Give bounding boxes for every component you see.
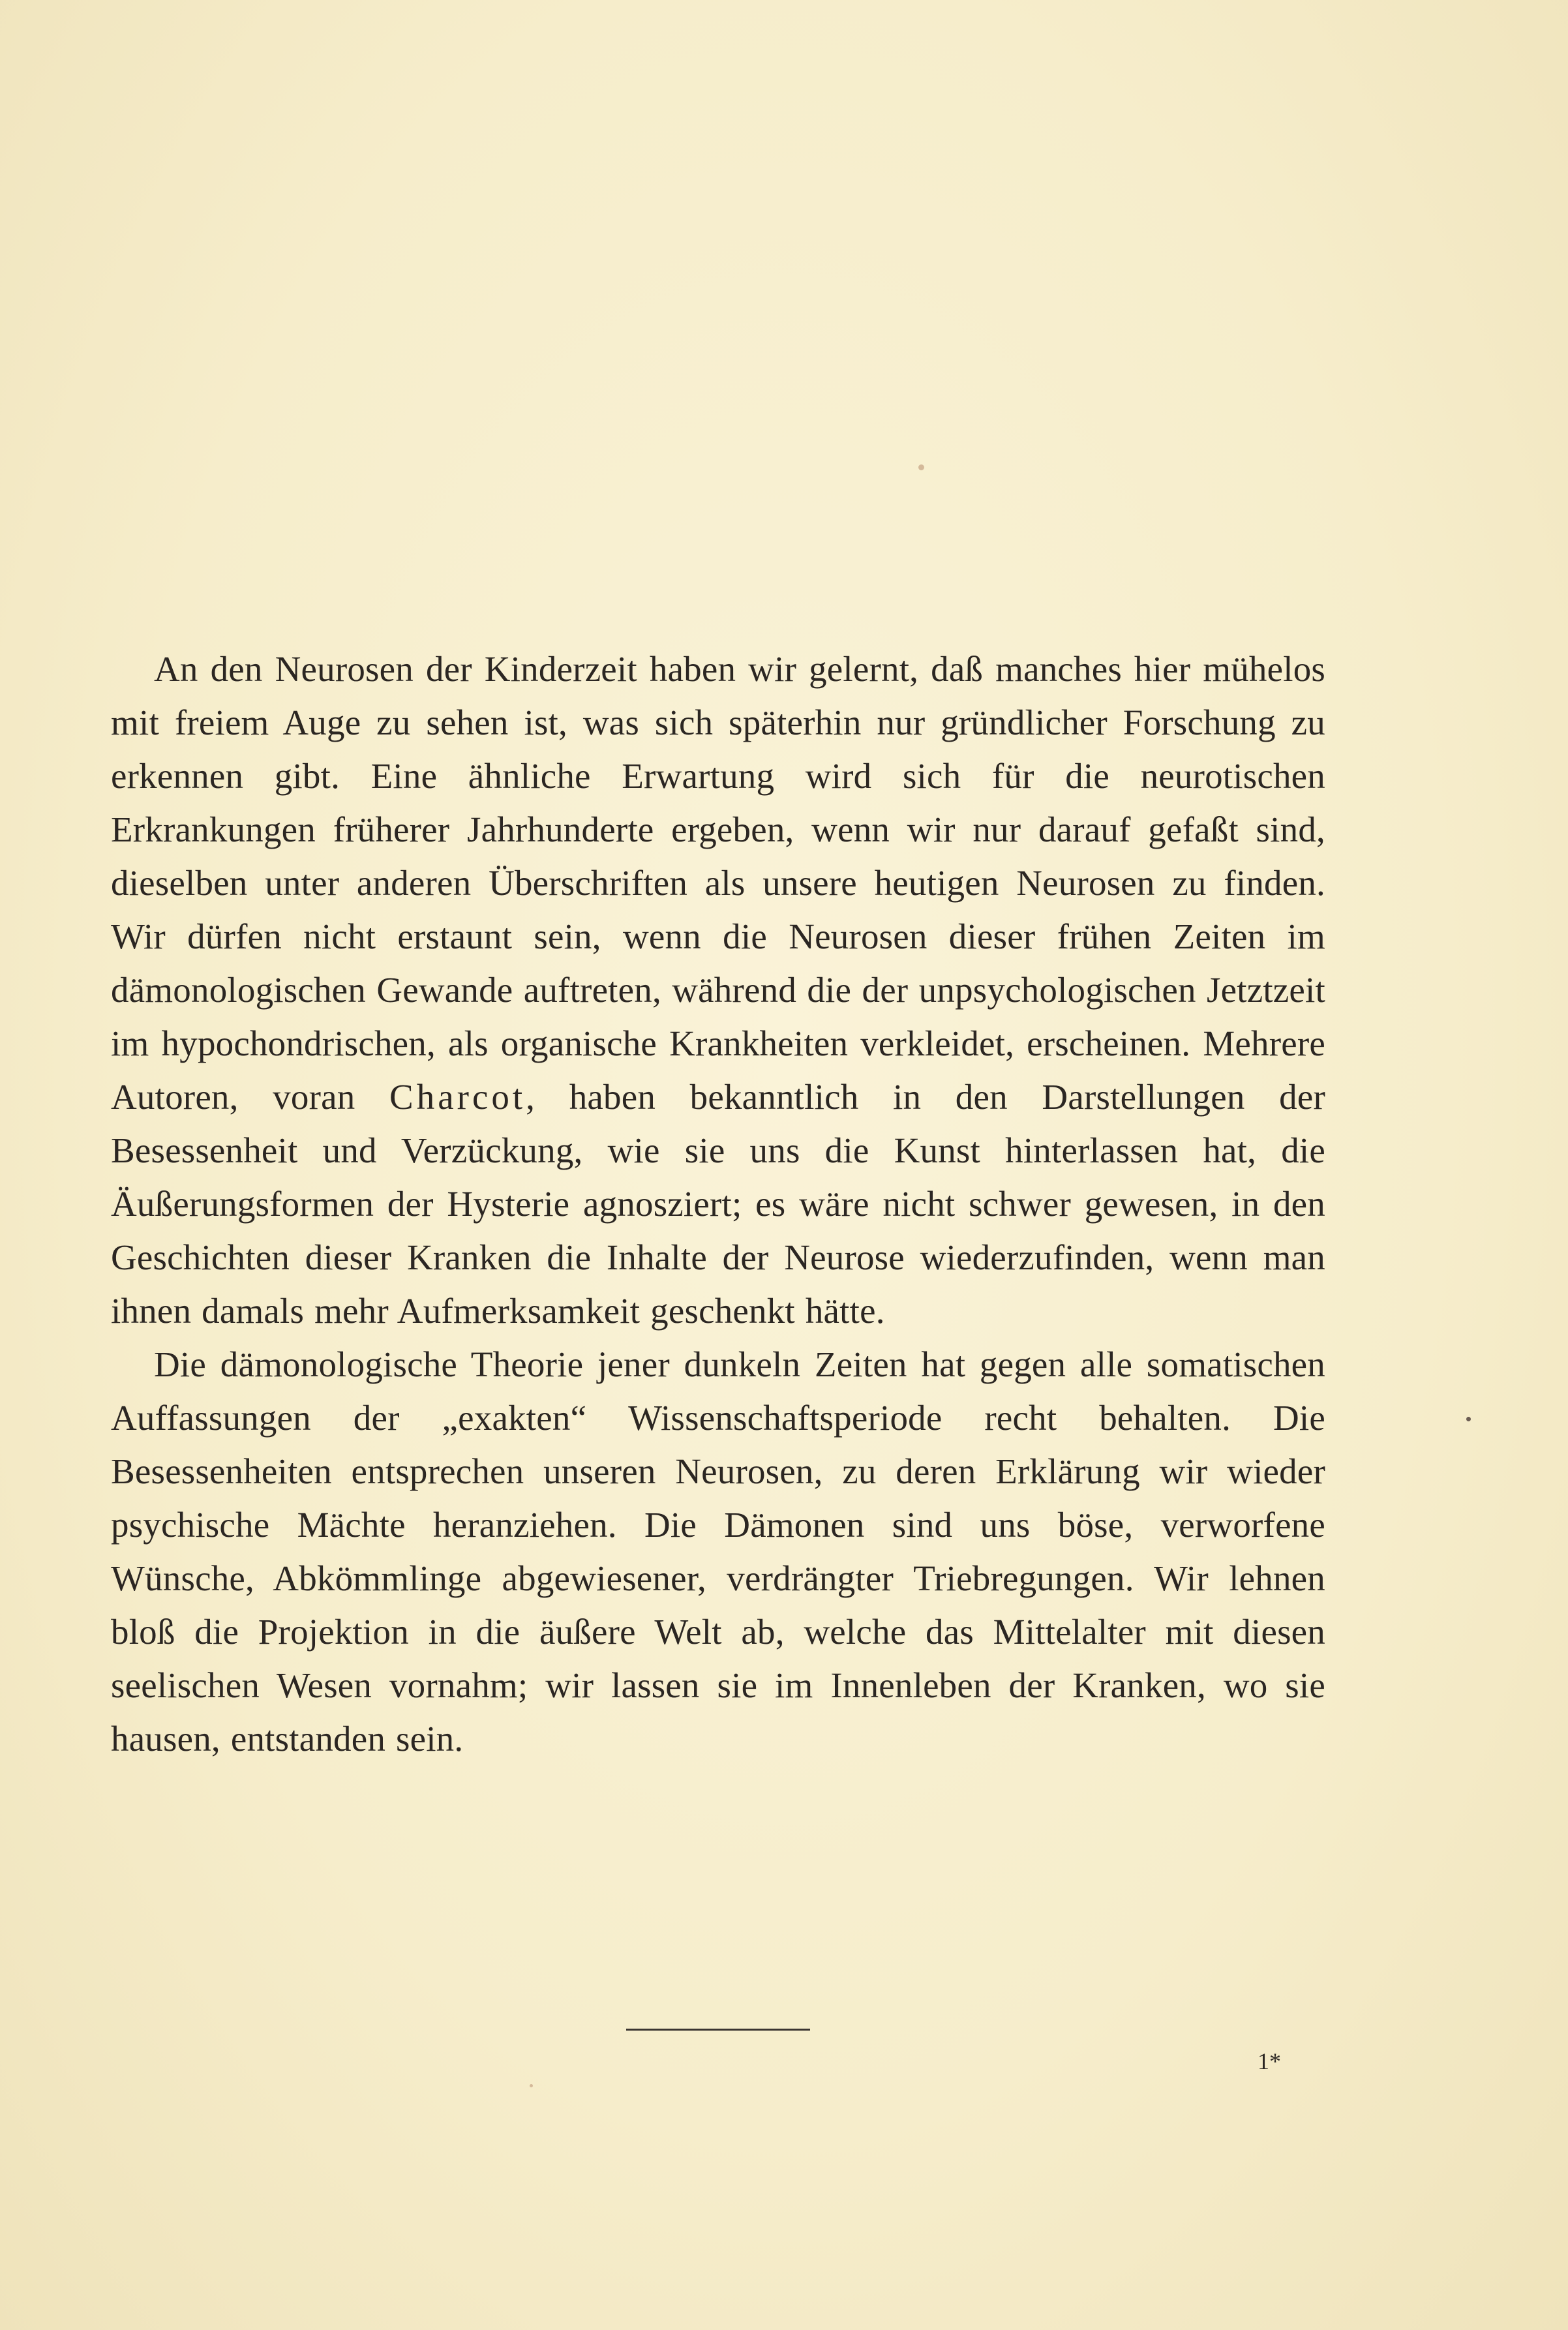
paragraph-1-after: , haben bekanntlich in den Darstellungen der Besessenheit und Verzückung, wie sie uns die Kunst hinterlassen hat, die Äußerungsformen der Hysterie agnosziert; es wäre nicht schwer gewesen, in den Geschichten dieser Kranken die Inhalte der Neurose wiederzufinden, wenn man ihnen damals mehr Aufmerksamkeit geschenkt hätte.: [111, 1077, 1325, 1331]
signature-mark: 1*: [1258, 2048, 1281, 2074]
paper-speck: [918, 464, 924, 470]
paragraph-1-before: An den Neurosen der Kinderzeit haben wir gelernt, daß manches hier mühelos mit freiem Auge zu sehen ist, was sich späterhin nur gründlicher Forschung zu erkennen gibt. Eine ähnliche Erwartung wird sich für die neurotischen Erkrankungen früherer Jahrhunderte ergeben, wenn wir nur darauf gefaßt sind, dieselben unter anderen Überschriften als unsere heutigen Neurosen zu finden. Wir dürfen nicht erstaunt sein, wenn die Neurosen dieser frühen Zeiten im dämonologischen Gewande auftreten, während die der unpsychologischen Jetztzeit im hypochondrischen, als organische Krankheiten verkleidet, erscheinen. Mehrere Autoren, voran: [111, 649, 1325, 1117]
author-name-charcot: Charcot: [389, 1077, 526, 1117]
body-text: [111, 643, 1325, 1766]
paper-speck: [1466, 1417, 1471, 1421]
paragraph-1: [111, 643, 1325, 1338]
section-divider: [626, 2029, 810, 2031]
paragraph-2: Die dämonologische Theorie jener dunkeln Zeiten hat gegen alle somatischen Auffassungen der „exakten“ Wissenschaftsperiode recht behalten. Die Besessenheiten entsprechen unseren Neurosen, zu deren Erklärung wir wieder psychische Mächte heranziehen. Die Dämonen sind uns böse, verworfene Wünsche, Abkömmlinge abgewiesener, verdrängter Triebregungen. Wir lehnen bloß die Projektion in die äußere Welt ab, welche das Mittelalter mit diesen seelischen Wesen vornahm; wir lassen sie im Innenleben der Kranken, wo sie hausen, entstanden sein.: [111, 1344, 1325, 1759]
paper-speck: [530, 2084, 533, 2087]
